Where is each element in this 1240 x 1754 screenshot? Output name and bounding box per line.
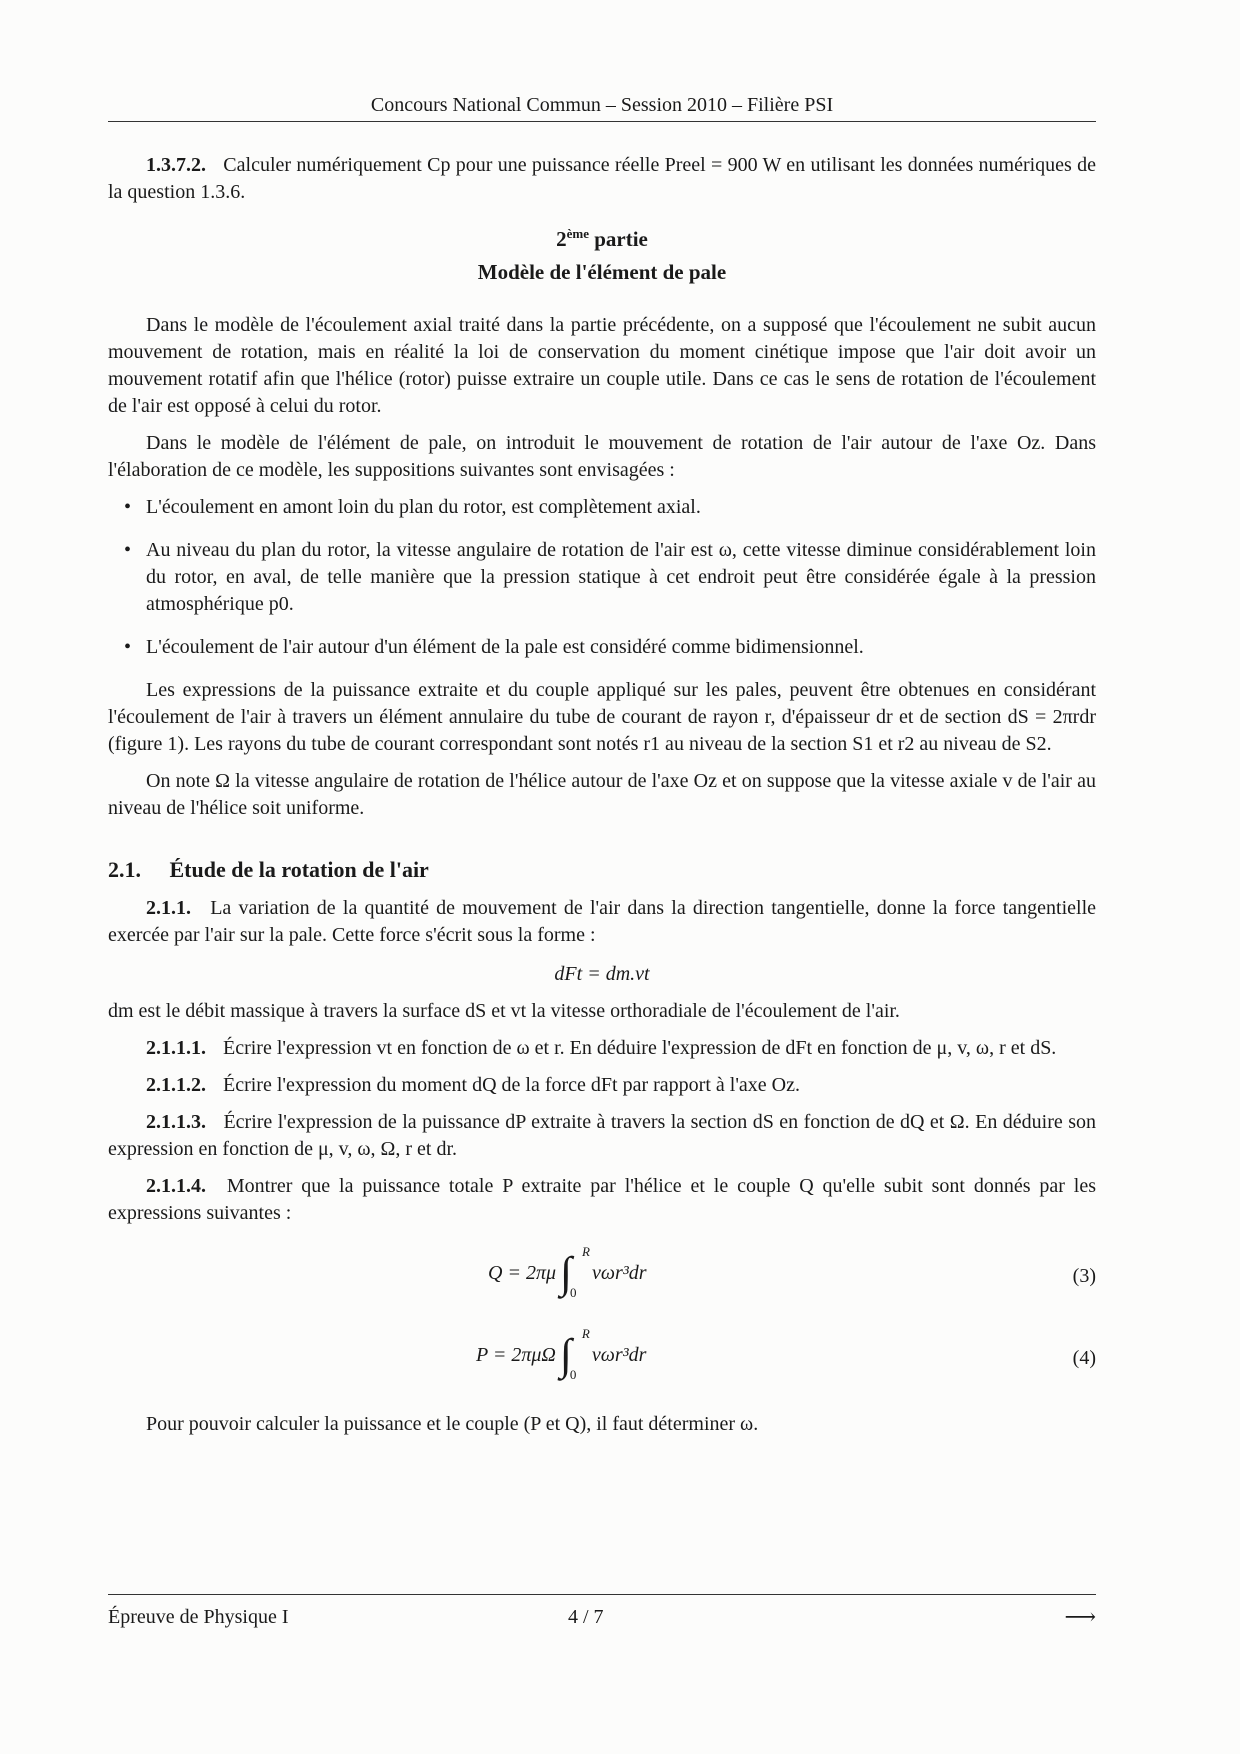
footer-divider [108, 1594, 1096, 1595]
paragraph-omega: On note Ω la vitesse angulaire de rotation de l'hélice autour de l'axe Oz et on suppose que la vitesse axiale v de l'air au niveau de l'hélice soit uniforme. [108, 770, 1096, 819]
question-211 [108, 895, 1096, 949]
footer-exam-name: Épreuve de Physique I [108, 1605, 289, 1628]
part-subtitle: Modèle de l'élément de pale [477, 260, 727, 284]
paragraph-dm: dm est le débit massique à travers la surface dS et vt la vitesse orthoradiale de l'écoulement de l'air. [108, 1000, 900, 1022]
equation-lhs: P = 2πμΩ [476, 1343, 556, 1366]
integral-upper-bound: R [582, 1244, 590, 1259]
equation-lhs: Q = 2πμ [488, 1261, 556, 1284]
question-2112 [108, 1072, 1096, 1099]
equation-4 [108, 1319, 1096, 1393]
question-number: 1.3.7.2. [146, 154, 206, 176]
section-number: 2.1. [108, 857, 141, 882]
question-2113 [108, 1109, 1096, 1163]
question-number: 2.1.1.2. [146, 1074, 206, 1096]
list-item: • Au niveau du plan du rotor, la vitesse angulaire de rotation de l'air est ω, cette vitesse diminue considérablement loin du rotor, en aval, de telle manière que la pression statique à cet endroit peut être considérée égale à la pression atmosphérique p0. [124, 539, 1096, 615]
integral-lower-bound: 0 [570, 1285, 577, 1300]
page-number: 4 / 7 [568, 1605, 604, 1628]
list-item: • L'écoulement de l'air autour d'un élément de la pale est considéré comme bidimensionnel. [108, 634, 1096, 661]
paragraph-model: Dans le modèle de l'élément de pale, on introduit le mouvement de rotation de l'air autour de l'axe Oz. Dans l'élaboration de ce modèle, les suppositions suivantes sont envisagées : [108, 432, 1096, 481]
question-2114 [108, 1173, 1096, 1227]
paragraph-conclusion: Pour pouvoir calculer la puissance et le couple (P et Q), il faut déterminer ω. [146, 1413, 759, 1435]
section-heading [108, 856, 1096, 883]
paragraph-intro: Dans le modèle de l'écoulement axial traité dans la partie précédente, on a supposé que l'écoulement ne subit aucun mouvement de rotation, mais en réalité la loi de conservation du moment cinétique impose que l'air doit avoir un mouvement rotatif afin que l'hélice (rotor) puisse extraire un couple utile. Dans ce cas le sens de rotation de l'écoulement de l'air est opposé à celui du rotor. [108, 314, 1096, 417]
equation-integrand: vωr³dr [591, 1343, 647, 1366]
question-text: Écrire l'expression du moment dQ de la force dFt par rapport à l'axe Oz. [223, 1074, 801, 1096]
part-title [108, 220, 1096, 253]
question-number: 2.1.1.4. [146, 1175, 206, 1197]
part-number: 2 [556, 227, 567, 251]
question-text: Écrire l'expression de la puissance dP extraite à travers la section dS en fonction de dQ et Ω. En déduire son expression en fonction de μ, v, ω, Ω, r et dr. [108, 1111, 1096, 1160]
integral-icon: ∫ R 0 [560, 1244, 590, 1300]
equation-number: (3) [1072, 1265, 1096, 1287]
integral-icon: ∫ R 0 [559, 1326, 590, 1382]
question-number: 2.1.1.1. [146, 1037, 206, 1059]
equation-3 [108, 1237, 1096, 1311]
question-text: Écrire l'expression vt en fonction de ω et r. En déduire l'expression de dFt en fonction de μ, v, ω, r et dS. [223, 1037, 1057, 1059]
question-1372 [108, 152, 1096, 206]
integral-lower-bound: 0 [569, 1367, 577, 1382]
next-page-arrow-icon: ⟶ [1064, 1604, 1096, 1629]
equation-number: (4) [1072, 1347, 1096, 1369]
part-word: partie [594, 227, 648, 251]
section-title: Étude de la rotation de l'air [169, 857, 429, 882]
page-content [108, 152, 1096, 1448]
bullet-icon: • [124, 496, 132, 518]
page-footer [108, 1604, 1096, 1630]
question-number: 2.1.1. [146, 897, 191, 919]
assumptions-list [108, 494, 1096, 661]
bullet-icon: • [124, 539, 132, 561]
integral-upper-bound: R [581, 1326, 590, 1341]
paragraph-expressions: Les expressions de la puissance extraite et du couple appliqué sur les pales, peuvent être obtenues en considérant l'écoulement de l'air à travers un élément annulaire du tube de courant de rayon r, d'épaisseur dr et de section dS = 2πrdr (figure 1). Les rayons du tube de courant correspondant sont notés r1 au niveau de la section S1 et r2 au niveau de S2. [108, 679, 1096, 755]
question-2111 [108, 1035, 1096, 1062]
page-header: Concours National Commun – Session 2010 – Filière PSI [108, 94, 1096, 122]
list-item: • L'écoulement en amont loin du plan du rotor, est complètement axial. [108, 494, 1096, 521]
equation-integrand: vωr³dr [592, 1261, 647, 1284]
question-text: La variation de la quantité de mouvement de l'air dans la direction tangentielle, donne la force tangentielle exercée par l'air sur la pale. Cette force s'écrit sous la forme : [108, 897, 1097, 946]
equation-dFt: dFt = dm.vt [554, 963, 650, 985]
part-number-suffix: ème [566, 226, 589, 241]
question-text: Montrer que la puissance totale P extraite par l'hélice et le couple Q qu'elle subit sont donnés par les expressions suivantes : [108, 1175, 1096, 1224]
question-text: Calculer numériquement Cp pour une puissance réelle Preel = 900 W en utilisant les données numériques de la question 1.3.6. [108, 154, 1097, 203]
question-number: 2.1.1.3. [146, 1111, 206, 1133]
bullet-icon: • [124, 636, 132, 658]
